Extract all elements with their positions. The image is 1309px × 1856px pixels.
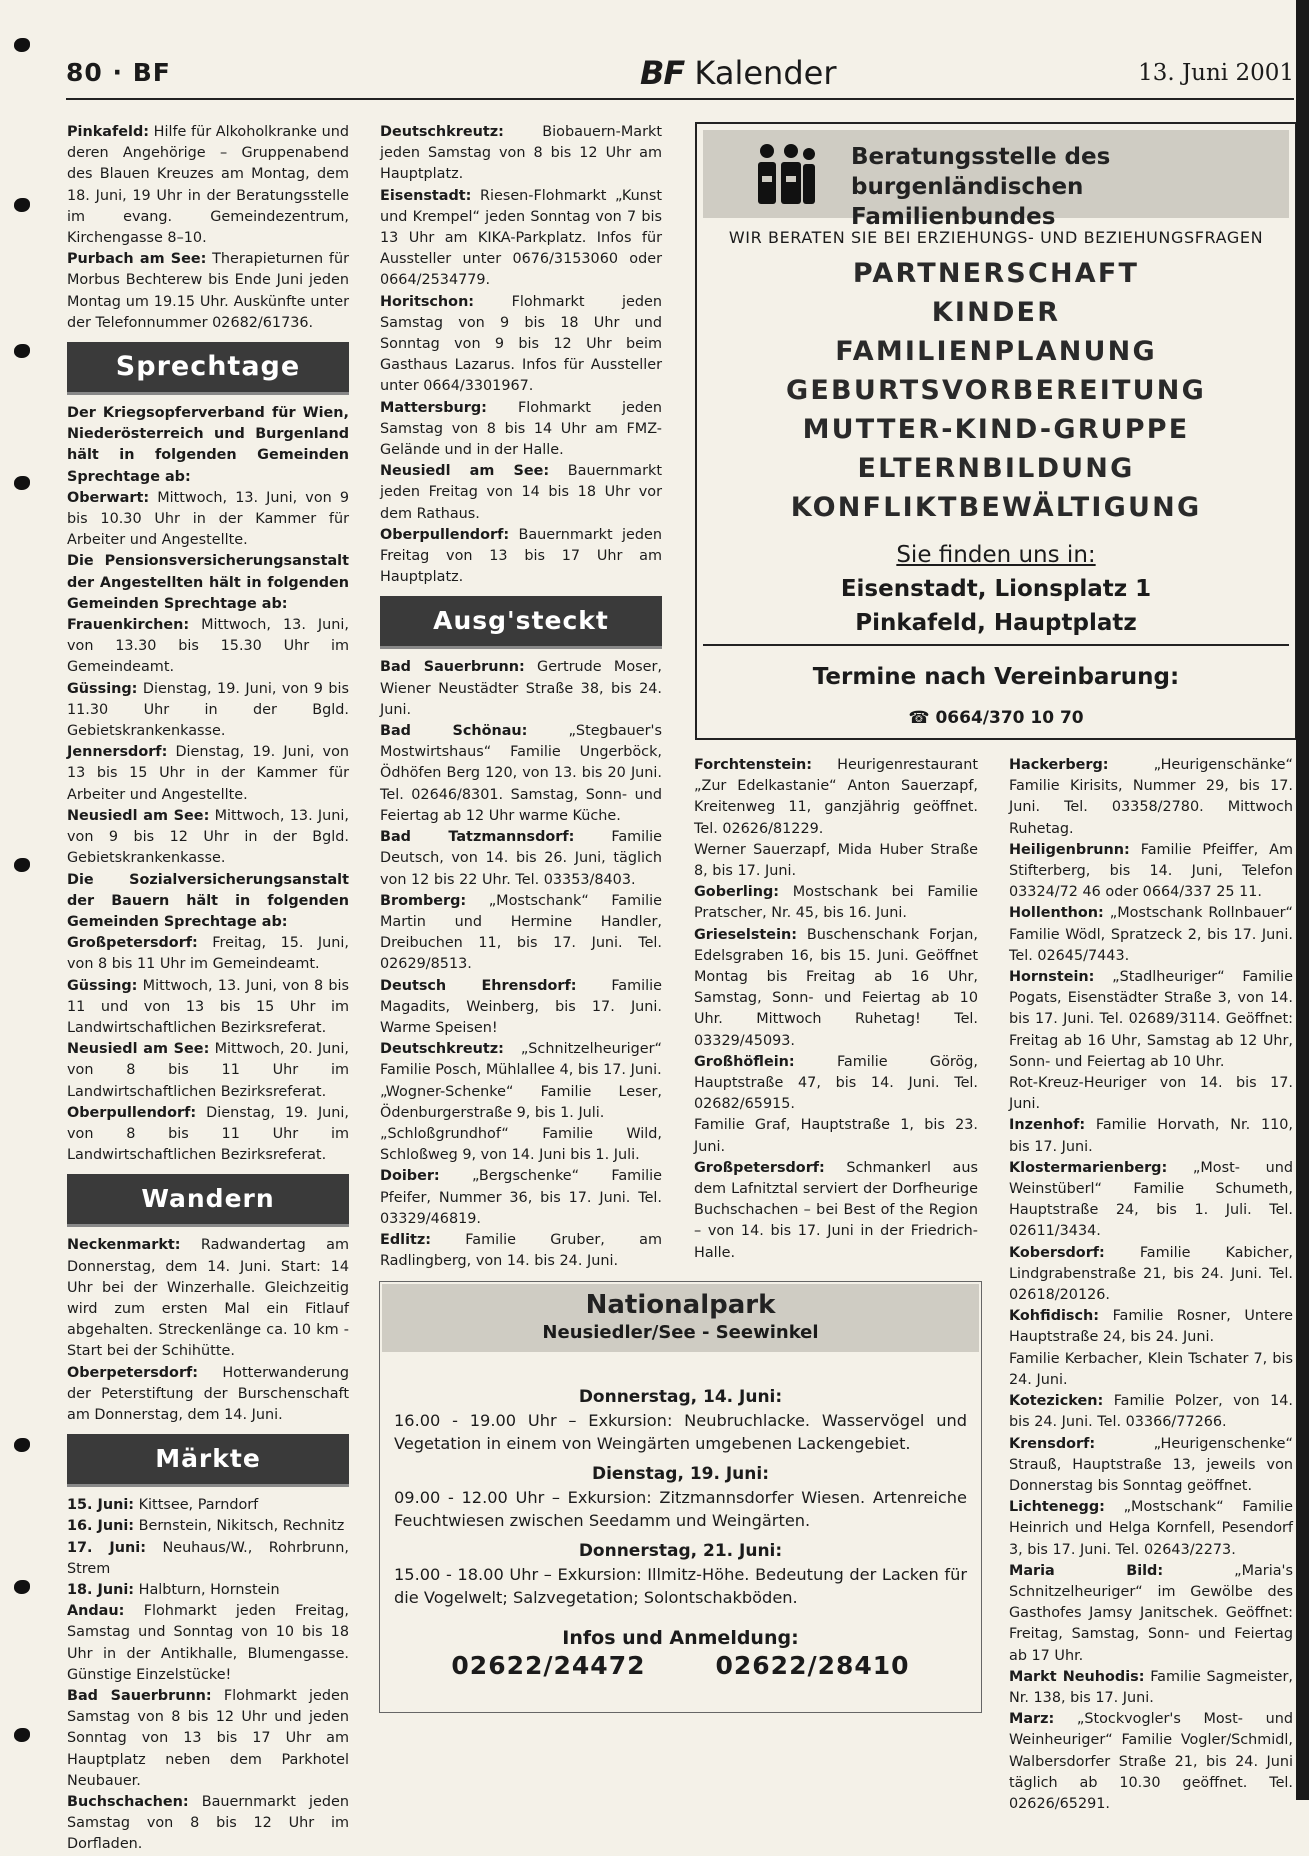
listing-entry	[1009, 1434, 1293, 1498]
column-4	[1009, 755, 1293, 1815]
ad-find-label: Sie finden uns in:	[896, 542, 1096, 568]
listing-entry	[1009, 1497, 1293, 1561]
listing-text: Familie Deutsch, von 14. bis 26. Juni, täglich von 12 bis 22 Uhr. Tel. 03353/8403.	[380, 829, 663, 888]
listing-entry	[67, 1580, 349, 1601]
listing-text: Kittsee, Parndorf	[134, 1497, 259, 1514]
listing-text: Familie Rosner, Untere Hauptstraße 24, bis 24. Juni.	[1009, 1308, 1293, 1346]
listing-text: Dienstag, 19. Juni, von 9 bis 11.30 Uhr in der Bgld. Gebietskrankenkasse.	[67, 680, 349, 740]
listing-entry	[67, 488, 349, 552]
listing-entry	[1009, 1561, 1293, 1667]
listing-place: Großpetersdorf:	[67, 935, 198, 952]
listing-text: Familie Horvath, Nr. 110, bis 17. Juni.	[1009, 1117, 1293, 1155]
ausgsteckt-list	[380, 657, 662, 1272]
section-title: Kalender	[694, 54, 837, 92]
listing-place: 17. Juni:	[67, 1539, 146, 1556]
listing-text: „Stockvogler's Most- und Weinheuriger“ Familie Vogler/Schmidl, Walbersdorfer Straße 21, bis 24. Juni täglich ab 10.30 geöffnet. Tel. 02626/65291.	[1009, 1711, 1293, 1812]
listing-text: „Bergschenke“ Familie Pfeifer, Nummer 36, bis 17. Juni. Tel. 03329/46819.	[380, 1168, 662, 1227]
listing-place: Andau:	[67, 1603, 125, 1620]
listing-place: Edlitz:	[380, 1231, 432, 1248]
listing-entry	[67, 679, 349, 743]
listing-entry	[1009, 1115, 1293, 1157]
punch-hole	[14, 38, 30, 52]
listing-text: Familie Graf, Hauptstraße 1, bis 23. Juni.	[694, 1117, 978, 1155]
listing-text: Gertrude Moser, Wiener Neustädter Straße 38, bis 24. Juni.	[380, 659, 662, 718]
listing-text: Mittwoch, 13. Juni, von 9 bis 10.30 Uhr in der Kammer für Arbeiter und Angestellte.	[67, 489, 349, 549]
listing-text: Die Sozialversicherungsanstalt der Bauern hält in folgenden Gemeinden Sprechtage ab:	[67, 871, 349, 930]
listing-place: Güssing:	[67, 680, 138, 697]
listing-text: Familie Kerbacher, Klein Tschater 7, bis 24. Juni.	[1009, 1350, 1293, 1388]
nationalpark-phone-1: 02622/24472	[451, 1651, 646, 1680]
listing-place: Markt Neuhodis:	[1009, 1668, 1145, 1685]
listing-place: Krensdorf:	[1009, 1435, 1096, 1452]
listing-text: Bauernmarkt jeden Freitag von 14 bis 18 Uhr vor dem Rathaus.	[380, 463, 662, 522]
ad-topic: KONFLIKTBEWÄLTIGUNG	[790, 492, 1202, 523]
listing-text: Familie Pfeiffer, Am Stifterberg, bis 14. Juni, Telefon 03324/72 46 oder 0664/337 25 11.	[1009, 841, 1293, 901]
listing-text: Familie Polzer, von 14. bis 24. Juni. Tel. 03366/77266.	[1009, 1393, 1293, 1431]
listing-text: „Mostschank Rollnbauer“ Familie Wödl, Spratzeck 2, bis 17. Juni. Tel. 02645/7443.	[1009, 905, 1293, 964]
nationalpark-title: Nationalpark	[585, 1290, 776, 1320]
listing-entry	[694, 1052, 978, 1116]
listing-place: Bad Tatzmannsdorf:	[380, 829, 575, 846]
listing-place: Bad Schönau:	[380, 723, 528, 740]
listing-text: Werner Sauerzapf, Mida Huber Straße 8, bis 17. Juni.	[694, 841, 978, 880]
ad-divider	[703, 644, 1289, 646]
listing-text: Therapieturnen für Morbus Bechterew bis Ende Juni jeden Montag um 19.15 Uhr. Auskünfte unter der Telefonnummer 02682/61736.	[67, 251, 349, 331]
listing-entry	[380, 721, 662, 827]
listing-entry	[1009, 1073, 1293, 1115]
column-1	[67, 122, 349, 1856]
ad-location-2: Pinkafeld, Hauptplatz	[855, 610, 1137, 636]
ad-location-1: Eisenstadt, Lionsplatz 1	[840, 576, 1152, 602]
punch-hole	[14, 1438, 30, 1452]
listing-place: Inzenhof:	[1009, 1117, 1086, 1134]
listing-text: Familie Gruber, am Radlingberg, von 14. bis 24. Juni.	[380, 1231, 662, 1270]
listing-text: Biobauern-Markt jeden Samstag von 8 bis 12 Uhr am Hauptplatz.	[380, 124, 662, 183]
ad-locations	[697, 538, 1295, 640]
event-date: Donnerstag, 21. Juni:	[578, 1541, 783, 1561]
ad-org-line1: Beratungsstelle des	[851, 144, 1111, 170]
listing-place: Frauenkirchen:	[67, 617, 190, 634]
listing-place: Pinkafeld:	[67, 124, 150, 140]
nationalpark-phones	[394, 1651, 967, 1680]
punch-hole	[14, 344, 30, 358]
listing-place: Deutsch Ehrensdorf:	[380, 977, 577, 994]
page-edge-shadow	[1296, 0, 1309, 1800]
listing-text: Familie Magadits, Weinberg, bis 17. Juni. Warme Speisen!	[380, 977, 662, 1036]
listing-text: Mittwoch, 13. Juni, von 8 bis 11 und von 13 bis 15 Uhr im Landwirtschaftlichen Bezirksreferat.	[67, 977, 349, 1036]
event-description: 16.00 - 19.00 Uhr – Exkursion: Neubruchlacke. Wasservögel und Vegetation in einem von Weingärten umgebenen Lackengebiet.	[394, 1411, 967, 1453]
listing-entry	[67, 1495, 349, 1516]
listing-place: Großhöflein:	[694, 1053, 795, 1070]
listing-text: „Stadlheuriger“ Familie Pogats, Eisenstädter Straße 3, von 14. bis 17. Juni. Tel. 02689/3114. Geöffnet: Freitag ab 16 Uhr, Samstag ab 12 Uhr, Sonn- und Feiertag ab 10 Uhr.	[1009, 969, 1293, 1070]
ad-topic: GEBURTSVORBEREITUNG	[786, 375, 1206, 406]
listing-entry	[67, 1601, 349, 1686]
listing-entry	[380, 1230, 662, 1272]
listing-entry	[1009, 967, 1293, 1073]
ad-phone	[697, 708, 1295, 728]
markets-list	[380, 122, 662, 588]
listing-entry	[380, 891, 662, 976]
listing-entry	[380, 122, 662, 186]
listing-entry	[67, 615, 349, 679]
listing-entry	[67, 1686, 349, 1792]
listing-entry	[1009, 1667, 1293, 1709]
listing-place: Güssing:	[67, 977, 138, 994]
listing-entry	[67, 976, 349, 1040]
listing-text: Mittwoch, 13. Juni, von 13.30 bis 15.30 Uhr im Gemeindeamt.	[67, 617, 349, 676]
brand-logo: BF	[640, 54, 685, 92]
listing-entry	[67, 551, 349, 615]
nationalpark-info-label: Infos und Anmeldung:	[562, 1627, 799, 1649]
listing-entry	[67, 742, 349, 806]
nationalpark-phone-2: 02622/28410	[715, 1651, 910, 1680]
listing-entry	[67, 933, 349, 975]
maerkte-list	[67, 1495, 349, 1855]
column-2	[380, 122, 662, 1272]
listing-text: Bauernmarkt jeden Samstag von 8 bis 12 Uhr im Dorfladen.	[67, 1794, 349, 1853]
listing-text: Die Pensionsversicherungsanstalt der Angestellten hält in folgenden Gemeinden Sprechtage ab:	[67, 553, 349, 612]
listing-entry	[380, 657, 662, 721]
ad-topic: PARTNERSCHAFT	[852, 258, 1140, 289]
section-heading-sprechtage: Sprechtage	[67, 342, 349, 395]
event-date: Dienstag, 19. Juni:	[591, 1464, 770, 1484]
listing-text: Dienstag, 19. Juni, von 13 bis 15 Uhr in der Kammer für Arbeiter und Angestellte.	[67, 744, 349, 803]
listing-entry	[380, 398, 662, 462]
listing-text: Flohmarkt jeden Samstag von 9 bis 18 Uhr und Sonntag von 9 bis 12 Uhr beim Gasthaus Lazarus. Infos für Aussteller unter 0664/3301967.	[380, 293, 662, 395]
listing-text: Rot-Kreuz-Heuriger von 14. bis 17. Juni.	[1009, 1075, 1293, 1113]
listing-entry	[694, 840, 978, 882]
listing-text: Schmankerl aus dem Lafnitztal serviert der Dorfheurige Buchschachen – bei Best of the Region – von 14. bis 17. Juni in der Friedrich-Halle.	[694, 1159, 978, 1261]
listing-text: Der Kriegsopferverband für Wien, Niederösterreich und Burgenland hält in folgenden Gemeinden Sprechtage ab:	[67, 405, 349, 485]
listing-entry	[380, 1039, 662, 1081]
ad-topic: ELTERNBILDUNG	[857, 453, 1135, 484]
listing-place: Eisenstadt:	[380, 187, 472, 204]
listing-place: Klostermarienberg:	[1009, 1159, 1168, 1176]
wandern-list	[67, 1235, 349, 1426]
listing-text: Bernstein, Nikitsch, Rechnitz	[134, 1518, 345, 1535]
listing-text: Flohmarkt jeden Samstag von 8 bis 12 Uhr und jeden Sonntag von 13 bis 17 Uhr am Hauptplatz neben dem Parkhotel Neubauer.	[67, 1688, 349, 1789]
listing-place: 16. Juni:	[67, 1518, 135, 1535]
listing-entry	[380, 186, 662, 292]
ad-org-line2: burgenländischen Familienbundes	[851, 174, 1084, 230]
listing-entry	[380, 525, 662, 589]
listing-entry	[1009, 755, 1293, 840]
listing-entry	[67, 1538, 349, 1580]
listing-entry	[694, 1158, 978, 1264]
listing-text: Freitag, 15. Juni, von 8 bis 11 Uhr im Gemeindeamt.	[67, 935, 349, 973]
listing-entry	[380, 1082, 662, 1124]
listing-place: Kobersdorf:	[1009, 1244, 1105, 1261]
listing-text: Dienstag, 19. Juni, von 8 bis 11 Uhr im Landwirtschaftlichen Bezirksreferat.	[67, 1104, 349, 1164]
punch-hole	[14, 476, 30, 490]
nationalpark-body	[394, 1378, 967, 1680]
listing-place: Oberwart:	[67, 489, 150, 506]
listing-entry	[67, 870, 349, 934]
section-heading-maerkte: Märkte	[67, 1434, 349, 1487]
listing-place: Hollenthon:	[1009, 905, 1104, 922]
listing-place: Mattersburg:	[380, 399, 487, 416]
listing-entry	[380, 976, 662, 1040]
listing-entry	[1009, 1306, 1293, 1348]
ad-phone-number: 0664/370 10 70	[935, 708, 1084, 728]
listing-place: Marz:	[1009, 1711, 1055, 1728]
listing-entry	[67, 1792, 349, 1856]
listing-text: Mittwoch, 20. Juni, von 8 bis 11 Uhr im Landwirtschaftlichen Bezirksreferat.	[67, 1041, 349, 1100]
listing-text: „Most- und Weinstüberl“ Familie Schumeth, Hauptstraße 24, bis 1. Juli. Tel. 02611/3434.	[1009, 1159, 1293, 1240]
listing-entry	[67, 122, 349, 249]
listing-place: Lichtenegg:	[1009, 1499, 1105, 1516]
listing-place: 18. Juni:	[67, 1581, 135, 1598]
listing-place: Kotezicken:	[1009, 1393, 1104, 1410]
punch-hole	[14, 1580, 30, 1594]
listing-entry	[1009, 1391, 1293, 1433]
listing-text: Mittwoch, 13. Juni, von 9 bis 12 Uhr in der Bgld. Gebietskrankenkasse.	[67, 807, 349, 867]
listing-place: Bad Sauerbrunn:	[67, 1688, 212, 1704]
listing-entry	[380, 292, 662, 398]
listing-entry	[1009, 1709, 1293, 1815]
ad-topics-list	[697, 254, 1295, 527]
section-heading-ausgsteckt: Ausg'steckt	[380, 596, 662, 649]
listing-place: Purbach am See:	[67, 251, 207, 268]
listing-place: Hornstein:	[1009, 969, 1095, 986]
listing-place: Kohfidisch:	[1009, 1308, 1100, 1325]
listing-text: Flohmarkt jeden Samstag von 8 bis 14 Uhr am FMZ-Gelände und in der Halle.	[380, 399, 662, 459]
page-header	[66, 52, 1294, 100]
sprechtage-list	[67, 403, 349, 1166]
listing-place: Bad Sauerbrunn:	[380, 659, 525, 676]
familienbund-logo-icon	[753, 142, 817, 206]
event-date: Donnerstag, 14. Juni:	[578, 1387, 783, 1407]
nationalpark-box	[379, 1281, 982, 1713]
listing-entry	[1009, 1349, 1293, 1391]
listing-entry	[67, 403, 349, 488]
listing-text: Hilfe für Alkoholkranke und deren Angehörige – Gruppenabend des Blauen Kreuzes am Montag, dem 18. Juni, 19 Uhr in der Beratungsstelle im evang. Gemeindezentrum, Kirchengasse 8–10.	[67, 124, 349, 247]
listing-text: „Stegbauer's Mostwirtshaus“ Familie Ungerböck, Ödhöfen Berg 120, von 13. bis 20 Juni. Tel. 02646/8301. Samstag, Sonn- und Feiertag ab 12 Uhr warme Küche.	[380, 723, 662, 824]
listing-place: Heiligenbrunn:	[1009, 841, 1130, 858]
listing-text: Flohmarkt jeden Freitag, Samstag und Sonntag von 10 bis 18 Uhr in der Antikhalle, Blumengasse. Günstige Einzelstücke!	[67, 1603, 349, 1683]
listing-text: „Heurigenschänke“ Familie Kirisits, Nummer 29, bis 17. Juni. Tel. 03358/2780. Mittwoch Ruhetag.	[1009, 757, 1293, 837]
event-description: 15.00 - 18.00 Uhr – Exkursion: Illmitz-Höhe. Bedeutung der Lacken für die Vogelwelt; Salzvegetation; Solontschakböden.	[394, 1565, 967, 1607]
listing-place: Jennersdorf:	[67, 744, 168, 761]
ad-organization	[851, 142, 1289, 232]
nationalpark-events	[394, 1386, 967, 1609]
listing-text: Familie Görög, Hauptstraße 47, bis 14. Juni. Tel. 02682/65915.	[694, 1053, 978, 1113]
ad-topic: FAMILIENPLANUNG	[835, 336, 1157, 367]
ad-topic: KINDER	[931, 297, 1061, 328]
ad-topic: MUTTER-KIND-GRUPPE	[802, 414, 1190, 445]
page-number: 80 · BF	[66, 58, 171, 87]
listing-text: Neuhaus/W., Rohrbrunn, Strem	[67, 1539, 349, 1577]
listing-place: Neckenmarkt:	[67, 1237, 181, 1254]
listing-text: „Mostschank“ Familie Heinrich und Helga Kornfell, Pesendorf 3, bis 17. Juni. Tel. 02643/2273.	[1009, 1499, 1293, 1558]
listing-place: Forchtenstein:	[694, 757, 813, 773]
listing-entry	[67, 1363, 349, 1427]
listing-place: 15. Juni:	[67, 1497, 135, 1514]
listing-text: Hotterwanderung der Peterstiftung der Burschenschaft am Donnerstag, dem 14. Juni.	[67, 1364, 349, 1423]
listing-entry	[380, 827, 662, 891]
listing-entry	[67, 806, 349, 870]
phone-icon: ☎	[908, 708, 930, 728]
listing-entry	[694, 755, 978, 840]
listing-entry	[380, 1124, 662, 1166]
listing-text: Bauernmarkt jeden Freitag von 13 bis 17 Uhr am Hauptplatz.	[380, 526, 662, 586]
listing-text: Familie Sagmeister, Nr. 138, bis 17. Juni.	[1009, 1668, 1293, 1706]
column-3	[694, 755, 978, 1264]
listing-entry	[67, 1103, 349, 1167]
listing-entry	[694, 882, 978, 924]
page-title	[640, 54, 836, 92]
listing-place: Hackerberg:	[1009, 757, 1109, 773]
listing-entry	[67, 1039, 349, 1103]
nationalpark-header	[382, 1284, 979, 1352]
listing-entry	[67, 1516, 349, 1537]
listing-place: Maria Bild:	[1009, 1562, 1164, 1579]
listing-place: Großpetersdorf:	[694, 1159, 825, 1176]
punch-hole	[14, 1728, 30, 1742]
listing-text: „Wogner-Schenke“ Familie Leser, Ödenburgerstraße 9, bis 1. Juli.	[380, 1083, 662, 1121]
listing-text: Radwandertag am Donnerstag, dem 14. Juni. Start: 14 Uhr bei der Winzerhalle. Gleichzeitig wird zum ersten Mal ein Fitlauf abgehalten. Streckenlänge ca. 10 km - Start bei der Schihütte.	[67, 1237, 349, 1360]
listing-entry	[67, 1235, 349, 1362]
listing-place: Oberpullendorf:	[380, 526, 510, 543]
listing-entry	[1009, 903, 1293, 967]
listing-place: Grieselstein:	[694, 926, 797, 943]
col1-intro-list	[67, 122, 349, 334]
listing-place: Doiber:	[380, 1168, 440, 1185]
ad-appointment-text: Termine nach Vereinbarung:	[812, 664, 1180, 690]
punch-hole	[14, 858, 30, 872]
listing-text: „Schloßgrundhof“ Familie Wild, Schloßweg 9, von 14. Juni bis 1. Juli.	[380, 1125, 662, 1164]
familienbund-advertisement	[695, 122, 1297, 740]
section-heading-wandern: Wandern	[67, 1174, 349, 1227]
ad-subtitle: WIR BERATEN SIE BEI ERZIEHUNGS- UND BEZIEHUNGSFRAGEN	[728, 228, 1264, 247]
listing-entry	[67, 249, 349, 334]
listing-place: Deutschkreutz:	[380, 1041, 504, 1058]
listing-text: „Mostschank“ Familie Martin und Hermine Handler, Dreibuchen 11, bis 17. Juni. Tel. 02629/8513.	[380, 892, 662, 973]
listing-place: Goberling:	[694, 884, 780, 901]
listing-text: Halbturn, Hornstein	[134, 1581, 280, 1598]
event-description: 09.00 - 12.00 Uhr – Exkursion: Zitzmannsdorfer Wiesen. Artenreiche Feuchtwiesen zwischen Seedamm und Weingärten.	[394, 1488, 967, 1530]
listing-place: Neusiedl am See:	[380, 463, 550, 480]
listing-place: Oberpetersdorf:	[67, 1364, 199, 1381]
listing-place: Deutschkreutz:	[380, 124, 504, 140]
listing-place: Horitschon:	[380, 293, 475, 310]
ad-header	[703, 130, 1289, 230]
listing-entry	[1009, 840, 1293, 904]
listing-entry	[380, 1166, 662, 1230]
nationalpark-subtitle: Neusiedler/See - Seewinkel	[542, 1322, 819, 1343]
punch-hole	[14, 198, 30, 212]
listing-text: Familie Kabicher, Lindgrabenstraße 21, bis 24. Juni. Tel. 02618/20126.	[1009, 1244, 1293, 1304]
listing-place: Buchschachen:	[67, 1794, 189, 1811]
listing-text: Riesen-Flohmarkt „Kunst und Krempel“ jeden Sonntag von 7 bis 13 Uhr am KIKA-Parkplatz. Infos für Aussteller unter 0676/3153060 oder 0664/2534779.	[380, 187, 662, 289]
listing-place: Bromberg:	[380, 892, 467, 909]
listing-text: „Schnitzelheuriger“ Familie Posch, Mühlallee 4, bis 17. Juni.	[380, 1041, 662, 1079]
listing-entry	[694, 1115, 978, 1157]
listing-text: „Heurigenschenke“ Strauß, Hauptstraße 13, jeweils von Donnerstag bis Sonntag geöffnet.	[1009, 1435, 1293, 1494]
listing-entry	[1009, 1158, 1293, 1243]
listing-entry	[380, 461, 662, 525]
listing-text: Buschenschank Forjan, Edelsgraben 16, bis 15. Juni. Geöffnet Montag bis Freitag ab 16 Uhr, Samstag, Sonn- und Feiertag ab 10 Uhr. Mittwoch Ruhetag! Tel. 03329/45093.	[694, 926, 978, 1049]
listing-place: Oberpullendorf:	[67, 1104, 197, 1121]
listing-place: Neusiedl am See:	[67, 807, 210, 824]
listing-entry	[694, 925, 978, 1052]
listing-text: Mostschank bei Familie Pratscher, Nr. 45, bis 16. Juni.	[694, 884, 978, 922]
listing-entry	[1009, 1243, 1293, 1307]
listing-place: Neusiedl am See:	[67, 1041, 210, 1058]
issue-date: 13. Juni 2001	[1138, 60, 1294, 86]
listing-text: Heurigenrestaurant „Zur Edelkastanie“ Anton Sauerzapf, Kreitenweg 11, ganzjährig geöffnet. Tel. 02626/81229.	[694, 757, 978, 837]
listing-text: „Maria's Schnitzelheuriger“ im Gewölbe des Gasthofes Jamsy Janitschek. Geöffnet: Freitag, Samstag, Sonn- und Feiertag ab 17 Uhr.	[1009, 1562, 1293, 1664]
